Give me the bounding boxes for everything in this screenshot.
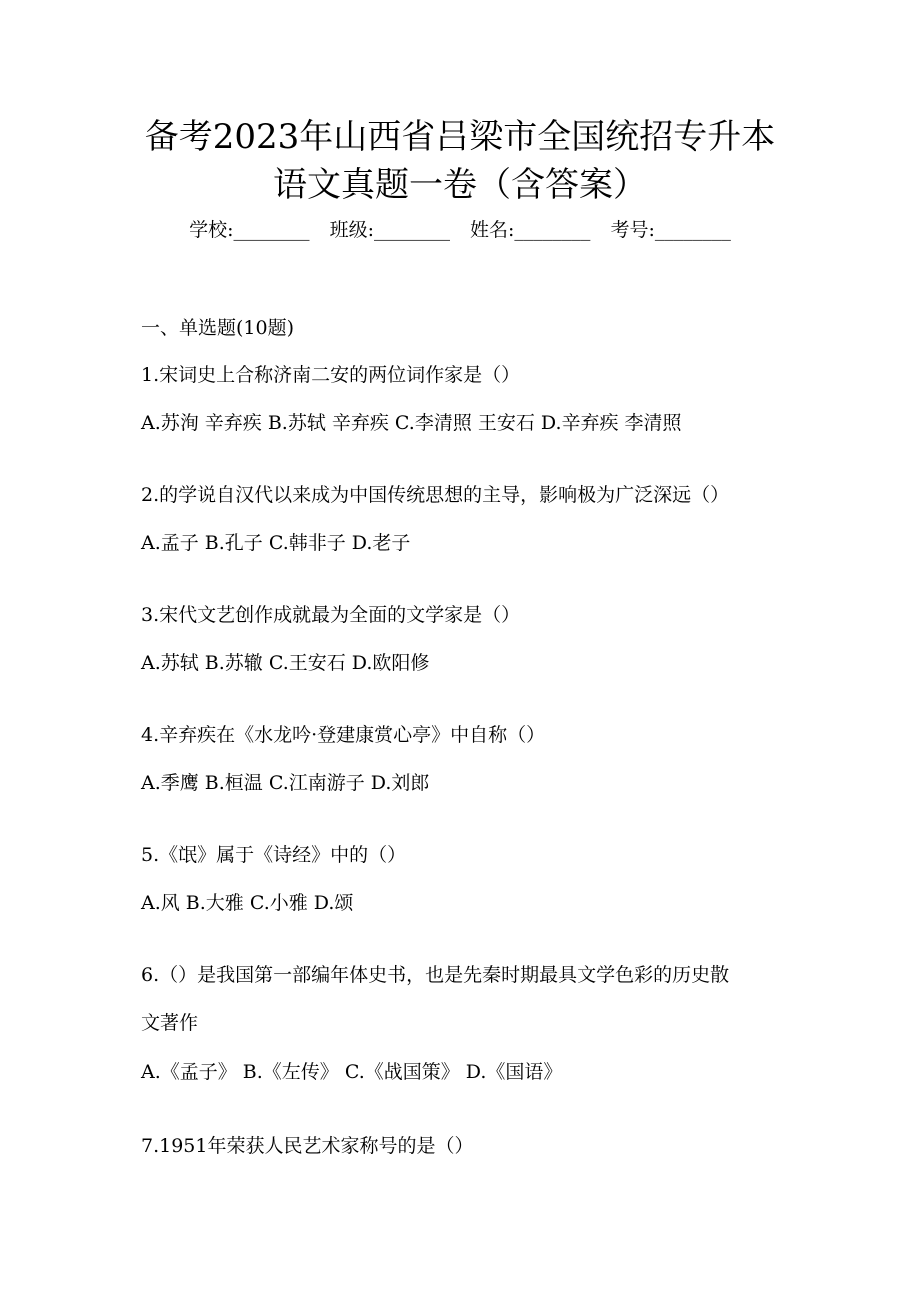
question-3-options: A.苏轼 B.苏辙 C.王安石 D.欧阳修 xyxy=(141,652,430,674)
question-5-options: A.风 B.大雅 C.小雅 D.颂 xyxy=(141,892,354,914)
question-6-stem-continued: 文著作 xyxy=(141,1012,199,1034)
class-field xyxy=(330,219,450,241)
document-title-line-1: 备考2023年山西省吕梁市全国统招专升本 xyxy=(144,117,776,157)
question-3-stem: 3.宋代文艺创作成就最为全面的文学家是（） xyxy=(141,604,521,626)
document-title-line-2: 语文真题一卷（含答案） xyxy=(273,165,647,205)
question-5-stem: 5.《氓》属于《诗经》中的（） xyxy=(141,844,407,866)
class-label: 班级: xyxy=(329,219,374,241)
section-heading: 一、单选题(10题) xyxy=(141,317,295,339)
question-2-options: A.孟子 B.孔子 C.韩非子 D.老子 xyxy=(141,532,411,554)
question-4-stem: 4.辛弃疾在《水龙吟·登建康赏心亭》中自称（） xyxy=(141,724,546,746)
question-6-options: A.《孟子》 B.《左传》 C.《战国策》 D.《国语》 xyxy=(141,1061,563,1083)
question-2-stem: 2.的学说自汉代以来成为中国传统思想的主导，影响极为广泛深远（） xyxy=(141,484,730,506)
name-field xyxy=(470,219,590,241)
school-blank: ________ xyxy=(233,219,310,241)
school-label: 学校: xyxy=(189,219,234,241)
question-1-stem: 1.宋词史上合称济南二安的两位词作家是（） xyxy=(141,364,521,386)
school-field xyxy=(189,219,309,241)
question-6-stem: 6.（）是我国第一部编年体史书，也是先秦时期最具文学色彩的历史散 xyxy=(141,964,730,986)
name-blank: ________ xyxy=(514,219,591,241)
question-1-options: A.苏洵 辛弃疾 B.苏轼 辛弃疾 C.李清照 王安石 D.辛弃疾 李清照 xyxy=(141,412,682,434)
class-blank: ________ xyxy=(373,219,450,241)
question-4-options: A.季鹰 B.桓温 C.江南游子 D.刘郎 xyxy=(141,772,430,794)
exam-number-blank: ________ xyxy=(654,219,731,241)
student-info-row xyxy=(0,216,920,244)
question-7-stem: 7.1951年荣获人民艺术家称号的是（） xyxy=(141,1135,474,1157)
exam-number-label: 考号: xyxy=(610,219,655,241)
exam-number-field xyxy=(610,219,730,241)
name-label: 姓名: xyxy=(470,219,515,241)
